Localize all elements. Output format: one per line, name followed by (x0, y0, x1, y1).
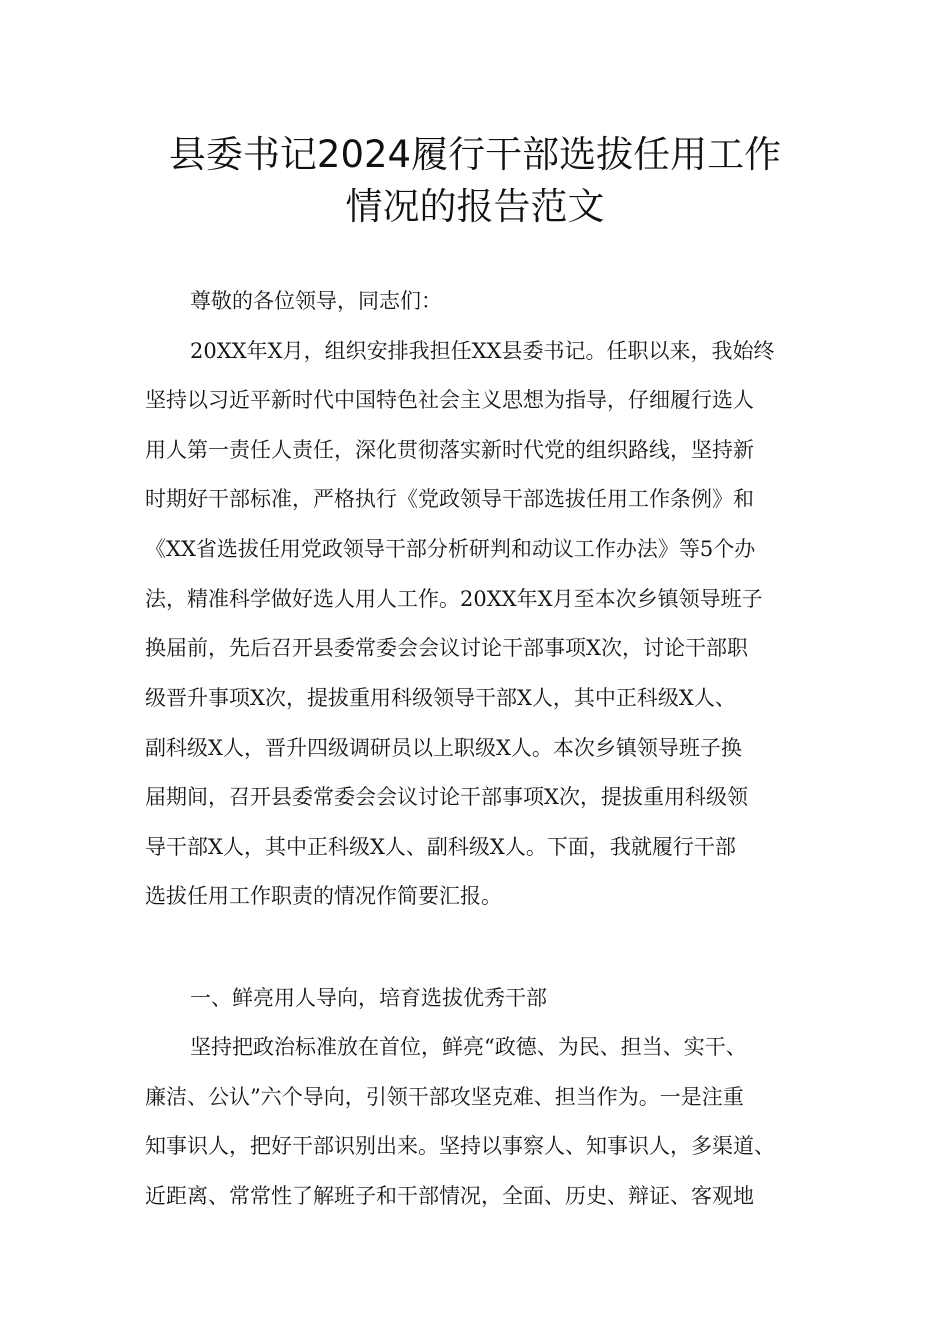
document-title-line-2: 情况的报告范文 (345, 185, 605, 228)
document-title-line-1: 县委书记2024履行干部选拔任用工作 (168, 133, 782, 176)
paragraph-line: 近距离、常常性了解班子和干部情况，全面、历史、辩证、客观地 (145, 1184, 754, 1208)
paragraph-line: 选拔任用工作职责的情况作简要汇报。 (145, 884, 502, 908)
paragraph-line: 用人第一责任人责任，深化贯彻落实新时代党的组织路线，坚持新 (145, 438, 754, 462)
paragraph-line: 知事识人，把好干部识别出来。坚持以事察人、知事识人，多渠道、 (145, 1134, 775, 1158)
salutation: 尊敬的各位领导，同志们： (190, 289, 442, 313)
paragraph-line: 级晋升事项X次，提拔重用科级领导干部X人，其中正科级X人、 (145, 686, 736, 710)
paragraph-line: 《XX省选拔任用党政领导干部分析研判和动议工作办法》等5个办 (145, 537, 756, 561)
paragraph-line: 20XX年X月，组织安排我担任XX县委书记。任职以来，我始终 (190, 339, 775, 363)
paragraph-line: 时期好干部标准，严格执行《党政领导干部选拔任用工作条例》和 (145, 487, 754, 511)
paragraph-line: 届期间，召开县委常委会会议讨论干部事项X次，提拔重用科级领 (145, 785, 748, 809)
paragraph-line: 廉洁、公认”六个导向，引领干部攻坚克难、担当作为。一是注重 (145, 1085, 744, 1109)
paragraph-line: 换届前，先后召开县委常委会会议讨论干部事项X次，讨论干部职 (145, 636, 748, 660)
paragraph-line: 副科级X人，晋升四级调研员以上职级X人。本次乡镇领导班子换 (145, 736, 742, 760)
paragraph-line: 导干部X人，其中正科级X人、副科级X人。下面，我就履行干部 (145, 835, 736, 859)
paragraph-line: 坚持以习近平新时代中国特色社会主义思想为指导，仔细履行选人 (145, 388, 754, 412)
paragraph-line: 坚持把政治标准放在首位，鲜亮“政德、为民、担当、实干、 (190, 1035, 747, 1059)
paragraph-line: 法，精准科学做好选人用人工作。20XX年X月至本次乡镇领导班子 (145, 587, 763, 611)
section-heading: 一、鲜亮用人导向，培育选拔优秀干部 (190, 986, 547, 1010)
